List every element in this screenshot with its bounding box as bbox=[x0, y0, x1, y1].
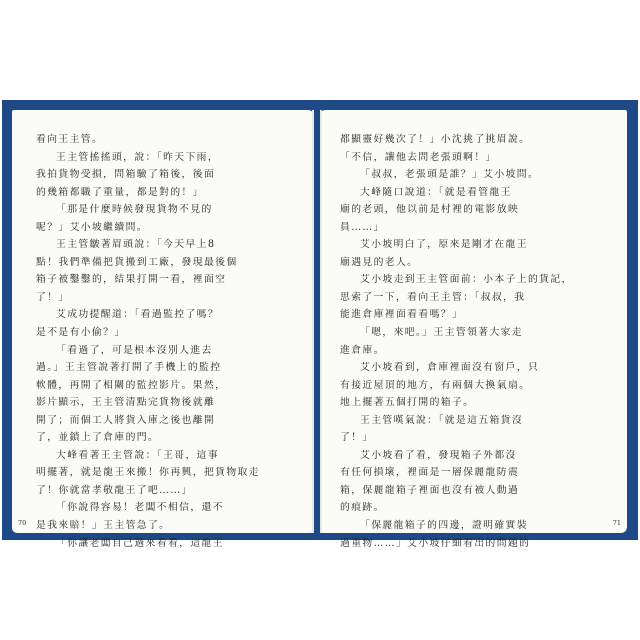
text-line: 影片顯示，王主管清點完貨物後就離 bbox=[36, 397, 216, 409]
left-page-number: 70 bbox=[18, 519, 27, 527]
text-line: 王主管皺著眉頭說：「今天早上8 bbox=[56, 239, 216, 251]
text-line: 有接近屋頂的地方，有兩個大換氣扇。 bbox=[340, 379, 531, 391]
text-line: 的痕跡。 bbox=[340, 502, 385, 514]
text-line: 過。」王主管說著打開了手機上的監控 bbox=[36, 362, 222, 374]
text-line: 「嗯，來吧。」王主管領著大家走 bbox=[360, 327, 524, 339]
text-line: 艾小坡看了看，發現箱子外都沒 bbox=[360, 449, 517, 461]
right-page-number: 71 bbox=[612, 519, 621, 527]
text-line: 軟體，再開了相關的監控影片。果然， bbox=[36, 379, 227, 391]
text-line: 呢？」艾小坡繼續問。 bbox=[36, 221, 148, 233]
text-line: 的幾箱都職了重量，都是對的！」 bbox=[36, 186, 204, 198]
text-line: 「不信，讓他去問老張頭啊！」 bbox=[340, 151, 497, 163]
text-line: 艾小坡看到，倉庫裡面沒有窗戶，只 bbox=[360, 362, 540, 374]
book-spread-background bbox=[2, 100, 638, 549]
text-line: 進倉庫。 bbox=[340, 344, 385, 356]
text-line: 我拍貨物受損，問箱驗了箱後，後面 bbox=[36, 169, 216, 181]
text-line: 箱，保麗龍箱子裡面也沒有被人動過 bbox=[340, 484, 520, 496]
text-line: 「叔叔，老張頭是誰？」艾小坡問。 bbox=[360, 169, 540, 181]
text-line: 王主管嘆氣說：「就是這五箱貨沒 bbox=[360, 414, 524, 426]
text-line: 了！你就當孝敬龍王了吧……」 bbox=[36, 484, 193, 496]
text-line: 看向王主管。 bbox=[36, 134, 104, 145]
text-line: 「你說得容易！老闆不相信，還不 bbox=[56, 502, 224, 514]
page-gutter bbox=[312, 110, 314, 533]
left-page-text bbox=[36, 131, 300, 552]
text-line: 能進倉庫裡面看看嗎？」 bbox=[340, 309, 464, 321]
text-line: 地上擺著五個打開的箱子。 bbox=[340, 397, 475, 409]
text-line: 明擺著，就是龍王來搬！你再興，把貨物取走 bbox=[36, 467, 260, 479]
text-line: 王主管搖搖頭，說：「昨天下雨， bbox=[56, 151, 220, 163]
right-page bbox=[320, 110, 627, 549]
text-line: 了，並鎖上了倉庫的門。 bbox=[36, 432, 160, 444]
text-line: 艾小坡明白了，原來是剛才在龍王 bbox=[360, 239, 528, 251]
text-line: 「保麗龍箱子的四邊，證明確實裝 bbox=[360, 520, 528, 532]
text-line: 艾小坡走到王主管面前：小本子上的貨記， bbox=[360, 274, 573, 286]
text-line: 了！」 bbox=[340, 432, 374, 444]
text-line: 有任何損壞，裡面是一層保麗龍防震 bbox=[340, 467, 520, 479]
text-line: 廟遇見的老人。 bbox=[340, 256, 419, 268]
text-line: 思索了一下，看向王主管：「叔叔，我 bbox=[340, 291, 526, 303]
text-line: 員……」 bbox=[340, 221, 385, 233]
text-line: 大峰隨口說道：「就是看管龍王 bbox=[360, 186, 512, 198]
page-gutter bbox=[320, 110, 322, 533]
text-line: 艾成功提醒道：「看過監控了嗎？ bbox=[56, 309, 220, 321]
text-line: 是不是有小偷？」 bbox=[36, 327, 126, 339]
text-line: 開了；而個工人將貨入庫之後也離開 bbox=[36, 414, 216, 426]
text-line: 都顯靈好幾次了！」小沈挑了挑眉說。 bbox=[340, 134, 531, 145]
text-line: 「那是什麼時候發現貨物不見的 bbox=[56, 204, 213, 216]
text-line: 點！我們準備把貨搬到工廠，發現最後個 bbox=[36, 256, 238, 268]
left-page bbox=[12, 110, 314, 549]
right-page-text bbox=[340, 131, 613, 552]
text-line: 箱子被鑿鑿的，結果打開一看，裡面空 bbox=[36, 274, 227, 286]
text-line: 是我來賠！」王主管急了。 bbox=[36, 520, 171, 532]
text-line: 過重物……」艾小坡仔細看出的問題的 bbox=[340, 537, 531, 549]
text-line: 廟的老頭，他以前是村裡的電影放映 bbox=[340, 204, 520, 216]
text-line: 「你讓老闆自己過來看看，這龍王 bbox=[56, 537, 224, 549]
text-line: 了！」 bbox=[36, 291, 70, 303]
text-line: 「看過了，可是根本沒別人進去 bbox=[56, 344, 213, 356]
text-line: 大峰看著王主管說：「王哥，這事 bbox=[56, 449, 220, 461]
